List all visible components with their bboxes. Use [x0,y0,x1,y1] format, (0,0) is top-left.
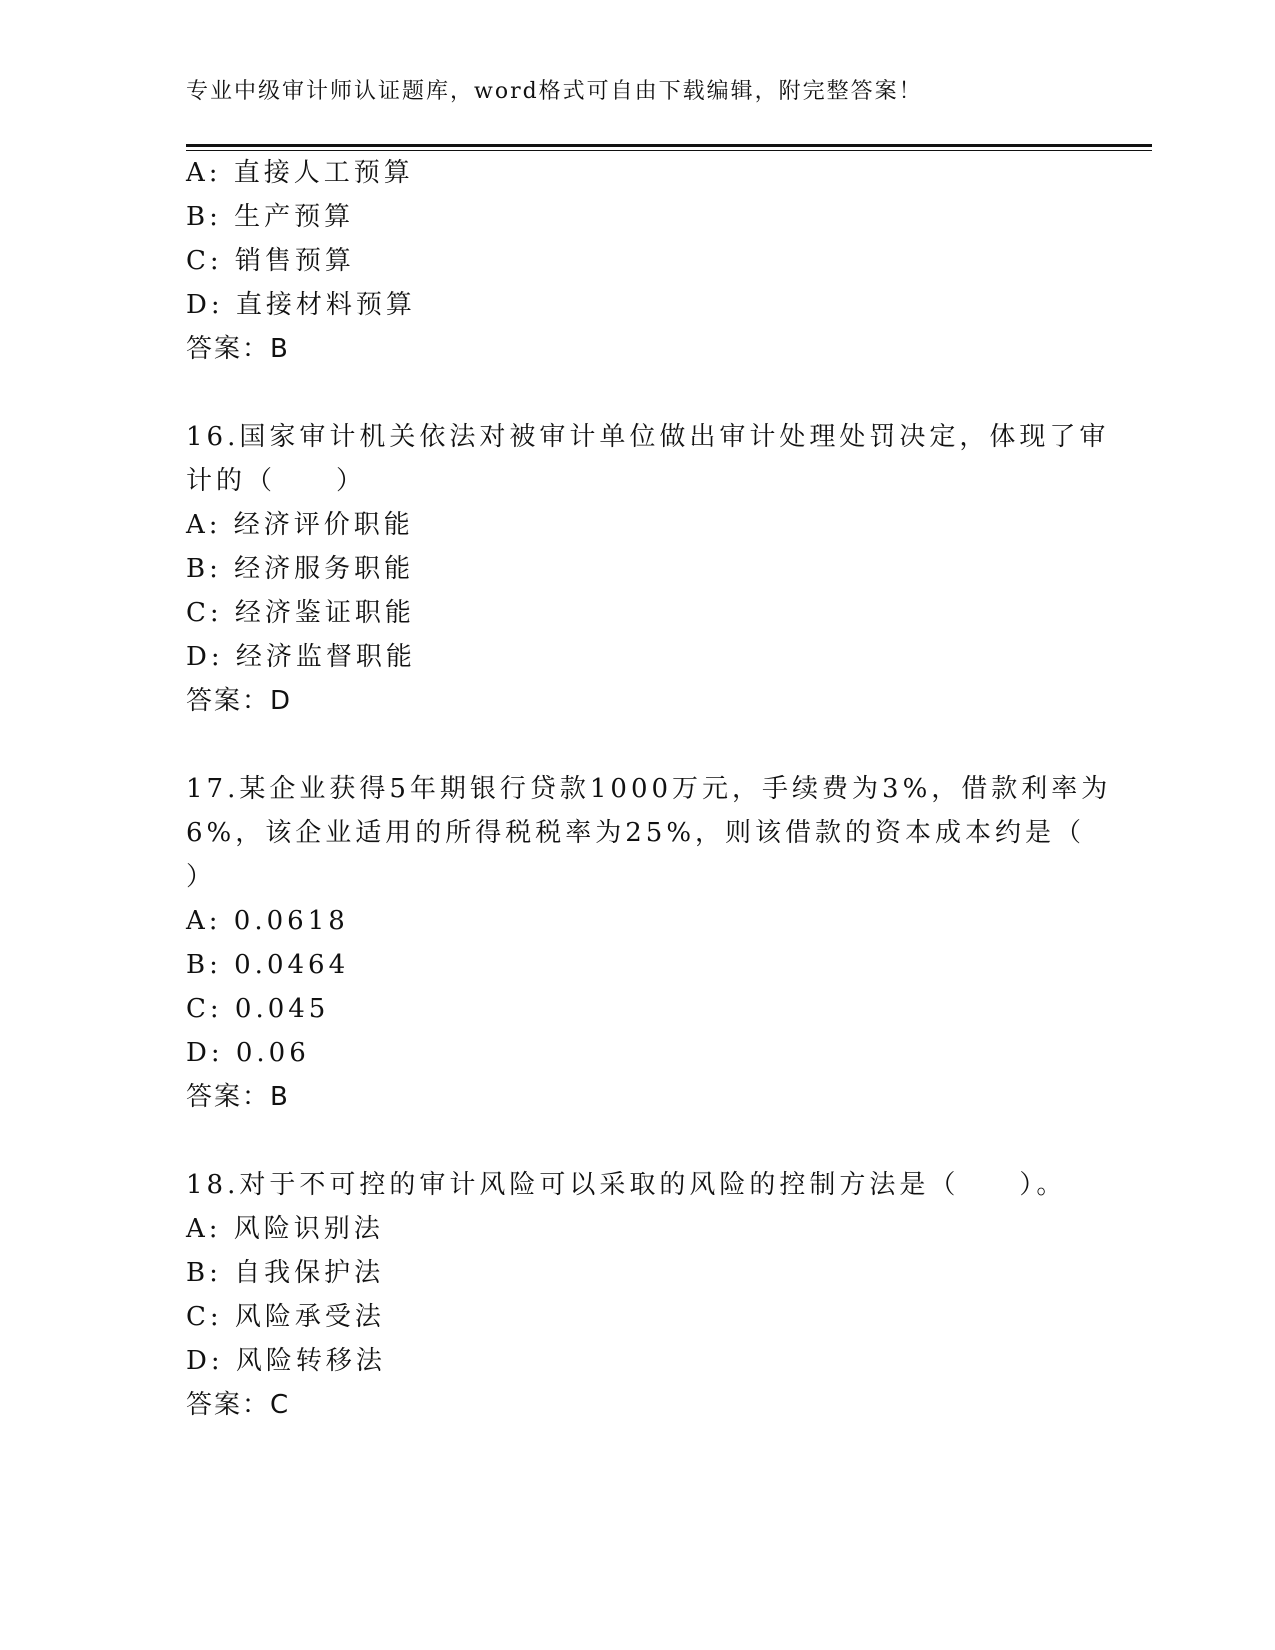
q17-option-a: A: 0.0618 [186,906,349,936]
page-header: 专业中级审计师认证题库，word格式可自由下载编辑，附完整答案！ [186,79,923,104]
q17-question-line-1: 17.某企业获得5年期银行贷款1000万元，手续费为3%，借款利率为 [186,774,1112,804]
q15-option-d: D: 直接材料预算 [186,290,416,320]
q18-option-b: B: 自我保护法 [186,1258,385,1288]
q15-option-c: C: 销售预算 [186,246,355,276]
q16-option-b: B: 经济服务职能 [186,554,415,584]
q15-option-a: A: 直接人工预算 [186,158,414,188]
q16-option-d: D: 经济监督职能 [186,642,416,672]
q17-question-line-3: ） [186,862,217,892]
q15-option-b: B: 生产预算 [186,202,355,232]
q18-answer: 答案：C [186,1390,291,1420]
q16-question-line-1: 16.国家审计机关依法对被审计单位做出审计处理处罚决定，体现了审 [186,422,1110,452]
q16-question-line-2: 计的（ ） [186,466,367,496]
q18-question-line-1: 18.对于不可控的审计风险可以采取的风险的控制方法是（ ）。 [186,1170,1067,1200]
q17-question-line-2: 6%，该企业适用的所得税税率为25%，则该借款的资本成本约是（ [186,818,1086,848]
q17-option-b: B: 0.0464 [186,950,350,980]
q17-option-c: C: 0.045 [186,994,330,1024]
q18-option-d: D: 风险转移法 [186,1346,386,1376]
q18-option-c: C: 风险承受法 [186,1302,385,1332]
header-rule-thin [186,150,1152,151]
q18-option-a: A: 风险识别法 [186,1214,384,1244]
q16-option-c: C: 经济鉴证职能 [186,598,415,628]
q16-option-a: A: 经济评价职能 [186,510,414,540]
q17-option-d: D: 0.06 [186,1038,310,1068]
q17-answer: 答案：B [186,1082,290,1112]
header-rule-thick [186,144,1152,147]
q15-answer: 答案：B [186,334,290,364]
q16-answer: 答案：D [186,686,293,716]
